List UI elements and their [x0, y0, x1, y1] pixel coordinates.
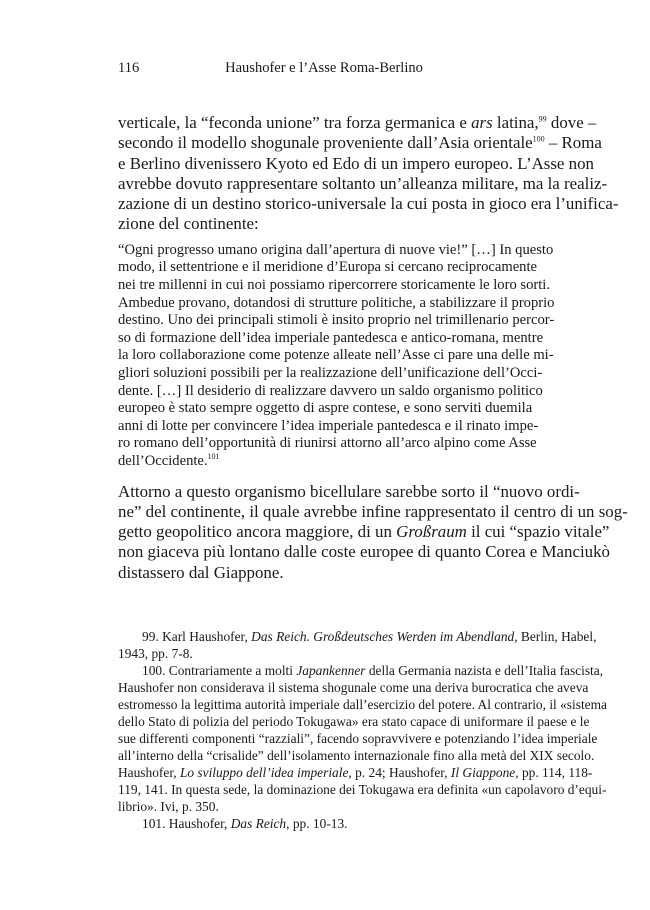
quote-line: la loro collaborazione come potenze alleate nell’Asse ci pare una delle mi-	[118, 347, 554, 364]
quote-line: destino. Uno dei principali stimoli è insito proprio nel trimillenario percor-	[118, 312, 555, 329]
text-line: Attorno a questo organismo bicellulare sarebbe sorto il “nuovo ordi-	[118, 481, 580, 501]
quote-line: gliori soluzioni possibili per la realizzazione dell’unificazione dell’Occi-	[118, 364, 543, 381]
running-title: Haushofer e l’Asse Roma-Berlino	[225, 60, 423, 76]
footnote-line: all’interno della “crisalide” dell’isolamento internazionale fino alla metà del XIX secolo.	[118, 748, 595, 763]
text-line: secondo il modello shogunale proveniente dall’Asia orientale$^{100}$ – Roma	[118, 133, 602, 153]
footnote-99	[118, 628, 597, 662]
quote-line: so di formazione dell’idea imperiale pantedesca e antico-romana, mentre	[118, 329, 544, 346]
text-line: ne” del continente, il quale avrebbe infine rappresentato il centro di un sog-	[118, 501, 628, 521]
footnote-line: 99. Karl Haushofer, Das Reich. Großdeutsches Werden im Abendland, Berlin, Habel,	[142, 629, 597, 644]
text-line: verticale, la “feconda unione” tra forza germanica e ars latina,$^{99}$ dove –	[118, 113, 597, 132]
footnotes	[118, 628, 607, 832]
quote-line: nei tre millenni in cui noi possiamo ripercorrere storicamente le loro sorti.	[118, 276, 551, 293]
page-header	[118, 60, 530, 80]
footnote-ref-101[interactable]: 101	[207, 452, 220, 462]
footnote-line: sue differenti componenti “razziali”, facendo sopravvivere e potenziando l’idea imperiale	[118, 731, 598, 746]
quote-line: dell’Occidente.$^{101}$	[118, 452, 220, 469]
block-quote	[118, 241, 555, 471]
quote-line: Ambedue provano, dotandosi di strutture politiche, a stabilizzare il proprio	[118, 294, 555, 311]
text-line: non giaceva più lontano dalle coste europee di quanto Corea e Manciukò	[118, 542, 611, 562]
quote-line: dente. […] Il desiderio di realizzare davvero un saldo organismo politico	[118, 382, 543, 399]
footnote-line: dello Stato di polizia del periodo Tokugawa» era stato capace di uniformare il paese e le	[118, 714, 590, 729]
quote-line: “Ogni progresso umano origina dall’apertura di nuove vie!” […] In questo	[118, 241, 554, 258]
footnote-100	[118, 662, 607, 815]
footnote-line: 1943, pp. 7-8.	[118, 646, 193, 661]
text-line: zazione di un destino storico-universale la cui posta in gioco era l’unifica-	[118, 194, 619, 214]
page-number: 116	[118, 60, 140, 76]
text-line: avrebbe dovuto rappresentare soltanto un’alleanza militare, ma la realiz-	[118, 173, 608, 193]
footnote-line: 100. Contrariamente a molti Japankenner della Germania nazista e dell’Italia fascista,	[142, 663, 604, 678]
quote-line: ro romano dell’opportunità di riunirsi attorno all’arco alpino come Asse	[118, 435, 537, 452]
text-line: e Berlino divenissero Kyoto ed Edo di un impero europeo. L’Asse non	[118, 153, 594, 173]
footnote-line: estromesso la legittima autorità imperiale dall’esercizio del potere. Al contrario, il «sistema	[118, 697, 607, 712]
footnote-line: librio». Ivi, p. 350.	[118, 799, 219, 814]
footnote-line: Haushofer non considerava il sistema shogunale come una deriva burocratica che aveva	[118, 680, 589, 695]
footnote-line: 101. Haushofer, Das Reich, pp. 10-13.	[142, 816, 348, 831]
quote-line: europeo è stato sempre oggetto di aspre contese, e sono serviti duemila	[118, 400, 533, 417]
paragraph-1	[118, 113, 619, 235]
quote-line: modo, il settentrione e il meridione d’Europa si cercano reciprocamente	[118, 259, 538, 276]
footnote-line: Haushofer, Lo sviluppo dell’idea imperiale, p. 24; Haushofer, Il Giappone, pp. 114, 118-	[118, 765, 593, 780]
text-line: zione del continente:	[118, 214, 259, 234]
footnote-ref-99[interactable]: 99	[538, 114, 547, 124]
footnote-ref-100[interactable]: 100	[532, 134, 545, 144]
main-text	[118, 113, 628, 583]
quote-line: anni di lotte per convincere l’idea imperiale pantedesca e il rinato impe-	[118, 417, 539, 434]
footnote-101	[118, 815, 530, 832]
text-line: distassero dal Giappone.	[118, 562, 284, 582]
paragraph-2	[118, 481, 628, 583]
footnote-line: 119, 141. In questa sede, la dominazione dei Tokugawa era definita «un capolavoro d’equi-	[118, 782, 607, 797]
text-line: getto geopolitico ancora maggiore, di un Großraum il cui “spazio vitale”	[118, 522, 610, 542]
